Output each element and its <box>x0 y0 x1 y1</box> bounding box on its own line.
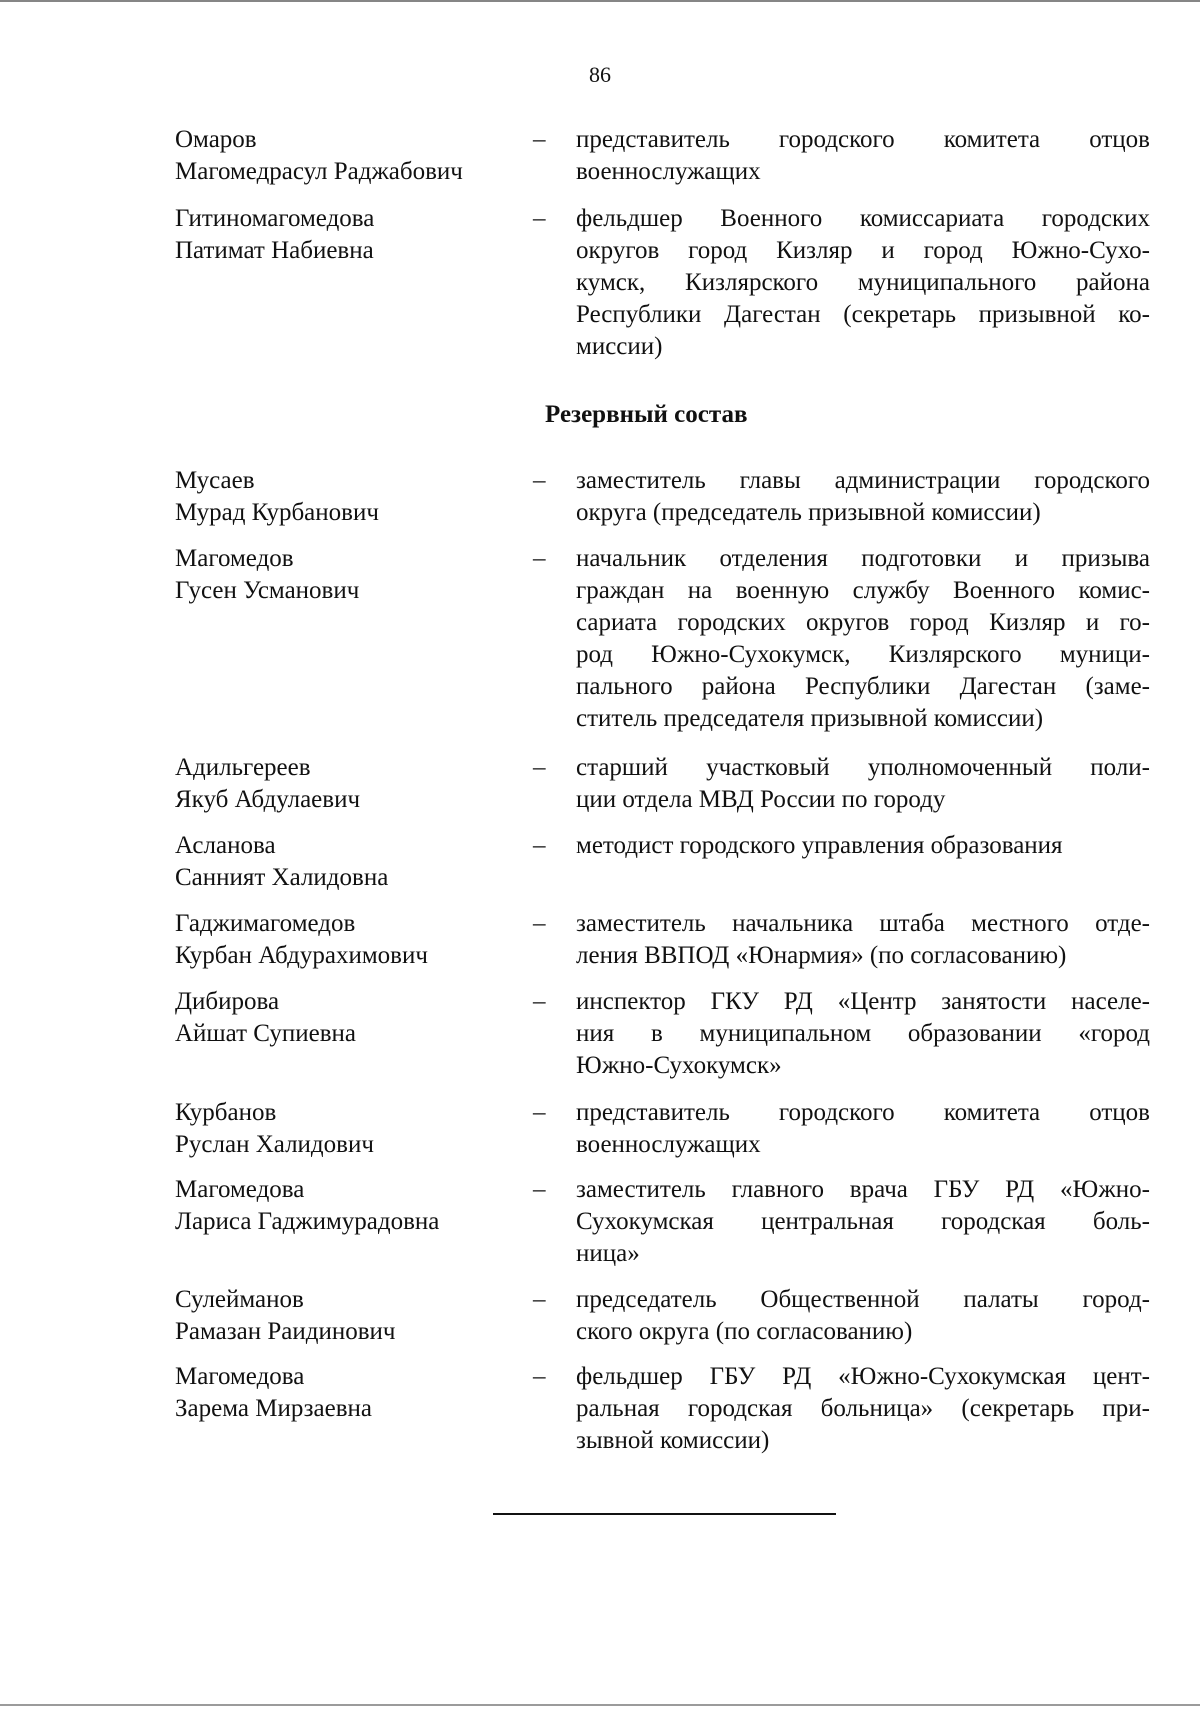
member-surname: Гаджимагомедов <box>175 910 356 937</box>
member-role <box>576 465 1150 529</box>
member-given-name: Айшат Супиевна <box>175 1020 356 1047</box>
role-line: миссии) <box>576 333 663 360</box>
member-surname: Сулейманов <box>175 1286 304 1313</box>
member-name <box>175 1361 372 1425</box>
entry-dash: – <box>533 205 546 232</box>
role-line: ского округа (по согласованию) <box>576 1318 913 1345</box>
member-given-name: Лариса Гаджимурадовна <box>175 1208 440 1235</box>
role-line: округов город Кизляр и город Южно-Сухо- <box>576 237 1150 264</box>
member-surname: Мусаев <box>175 467 255 494</box>
role-line: пального района Республики Дагестан (заме- <box>576 673 1150 700</box>
member-role <box>576 752 1150 816</box>
role-line: фельдшер Военного комиссариата городских <box>576 205 1150 232</box>
member-given-name: Руслан Халидович <box>175 1131 374 1158</box>
role-line: ции отдела МВД России по городу <box>576 786 946 813</box>
member-name <box>175 203 374 267</box>
member-role <box>576 908 1150 972</box>
role-line: методист городского управления образования <box>576 832 1063 859</box>
member-given-name: Курбан Абдурахимович <box>175 942 428 969</box>
entry-dash: – <box>533 126 546 153</box>
member-name <box>175 124 463 188</box>
closing-rule <box>493 1513 836 1515</box>
member-name <box>175 1097 374 1161</box>
role-line: Сухокумская центральная городская боль- <box>576 1208 1150 1235</box>
member-surname: Магомедов <box>175 545 294 572</box>
entry-dash: – <box>533 1176 546 1203</box>
scan-edge-bottom <box>0 1704 1200 1706</box>
member-given-name: Магомедрасул Раджабович <box>175 158 463 185</box>
member-surname: Гитиномагомедова <box>175 205 375 232</box>
role-line: представитель городского комитета отцов <box>576 1099 1150 1126</box>
entry-dash: – <box>533 988 546 1015</box>
role-line: фельдшер ГБУ РД «Южно-Сухокумская цент- <box>576 1363 1150 1390</box>
member-role <box>576 986 1150 1082</box>
member-role <box>576 1361 1150 1457</box>
scan-edge-top <box>0 0 1200 2</box>
member-role <box>576 1097 1150 1161</box>
role-line: Республики Дагестан (секретарь призывной ко- <box>576 301 1150 328</box>
role-line: граждан на военную службу Военного комис- <box>576 577 1150 604</box>
member-given-name: Рамазан Раидинович <box>175 1318 396 1345</box>
member-name <box>175 1284 395 1348</box>
role-line: ления ВВПОД «Юнармия» (по согласованию) <box>576 942 1067 969</box>
role-line: заместитель главного врача ГБУ РД «Южно- <box>576 1176 1150 1203</box>
role-line: ральная городская больница» (секретарь при- <box>576 1395 1150 1422</box>
member-name <box>175 465 379 529</box>
member-surname: Магомедова <box>175 1176 305 1203</box>
entry-dash: – <box>533 467 546 494</box>
role-line: кумск, Кизлярского муниципального района <box>576 269 1150 296</box>
member-name <box>175 986 356 1050</box>
member-given-name: Якуб Абдулаевич <box>175 786 361 813</box>
role-line: род Южно-Сухокумск, Кизлярского муници- <box>576 641 1150 668</box>
entry-dash: – <box>533 1363 546 1390</box>
member-surname: Асланова <box>175 832 276 859</box>
role-line: округа (председатель призывной комиссии) <box>576 499 1041 526</box>
entry-dash: – <box>533 1286 546 1313</box>
member-name <box>175 1174 439 1238</box>
role-line: ститель председателя призывной комиссии) <box>576 705 1044 732</box>
role-line: инспектор ГКУ РД «Центр занятости населе- <box>576 988 1150 1015</box>
entry-dash: – <box>533 545 546 572</box>
role-line: сариата городских округов город Кизляр и го- <box>576 609 1150 636</box>
member-given-name: Санният Халидовна <box>175 864 389 891</box>
member-surname: Курбанов <box>175 1099 277 1126</box>
member-role <box>576 1284 1150 1348</box>
member-surname: Адильгереев <box>175 754 311 781</box>
role-line: начальник отделения подготовки и призыва <box>576 545 1150 572</box>
role-line: заместитель главы администрации городского <box>576 467 1150 494</box>
member-role <box>576 124 1150 188</box>
role-line: заместитель начальника штаба местного отде- <box>576 910 1150 937</box>
member-role <box>576 830 1150 862</box>
member-name <box>175 752 360 816</box>
role-line: военнослужащих <box>576 158 761 185</box>
member-given-name: Зарема Мирзаевна <box>175 1395 372 1422</box>
role-line: председатель Общественной палаты город- <box>576 1286 1150 1313</box>
role-line: военнослужащих <box>576 1131 761 1158</box>
section-heading: Резервный состав <box>545 401 748 428</box>
role-line: зывной комиссии) <box>576 1427 770 1454</box>
entry-dash: – <box>533 754 546 781</box>
entry-dash: – <box>533 910 546 937</box>
member-name <box>175 908 428 972</box>
role-line: Южно-Сухокумск» <box>576 1052 782 1079</box>
member-given-name: Гусен Усманович <box>175 577 360 604</box>
member-role <box>576 543 1150 735</box>
page-number: 86 <box>589 62 611 87</box>
entry-dash: – <box>533 832 546 859</box>
member-name <box>175 543 359 607</box>
member-given-name: Мурад Курбанович <box>175 499 379 526</box>
entry-dash: – <box>533 1099 546 1126</box>
member-given-name: Патимат Набиевна <box>175 237 374 264</box>
role-line: ница» <box>576 1240 640 1267</box>
member-surname: Омаров <box>175 126 257 153</box>
member-role <box>576 203 1150 363</box>
role-line: ния в муниципальном образовании «город <box>576 1020 1150 1047</box>
member-name <box>175 830 388 894</box>
member-surname: Магомедова <box>175 1363 305 1390</box>
member-role <box>576 1174 1150 1270</box>
role-line: представитель городского комитета отцов <box>576 126 1150 153</box>
member-surname: Дибирова <box>175 988 280 1015</box>
role-line: старший участковый уполномоченный поли- <box>576 754 1150 781</box>
